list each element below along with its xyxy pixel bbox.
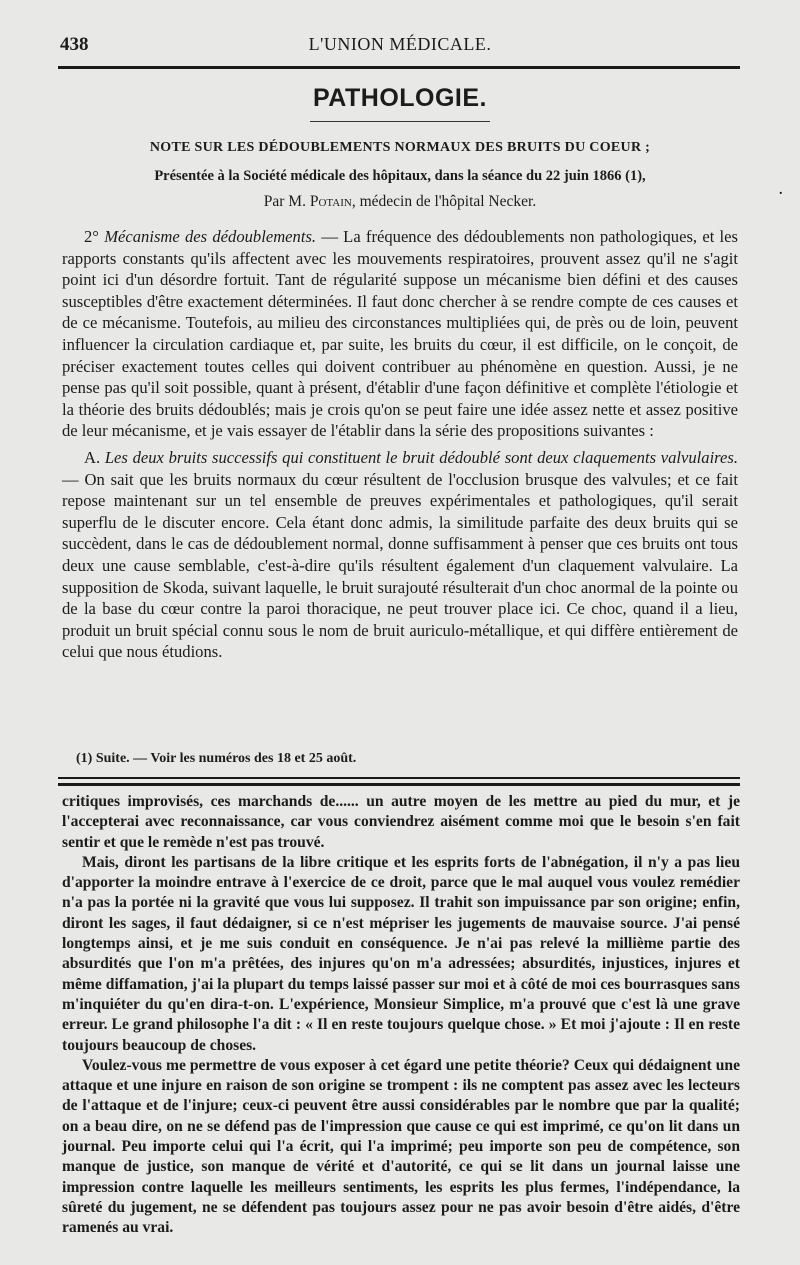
footnote: (1) Suite. — Voir les numéros des 18 et 25 août. [76,751,357,766]
journal-title: L'UNION MÉDICALE. [308,34,492,54]
feuilleton-paragraph: critiques improvisés, ces marchands de...... un autre moyen de les mettre au pied du mur, et je l'accepterai avec reconnaissance, car vous conviendrez aisément comme moi que le besoin s'en fait sentir et que le remède n'est pas trouvé. [62,793,740,851]
paragraph-mechanism [62,226,738,442]
feuilleton-paragraph: Voulez-vous me permettre de vous exposer à cet égard une petite théorie? Ceux qui dédaignent une attaque et une injure en raison de son origine se trompent : ils ne comptent pas assez avec les lecteurs de l'attaque et de l'injure; ceux-ci peuvent être aussi considérables par le nombre que par la qualité; on a beau dire, on ne se défend pas de l'impression que cause ce qui est imprimé, ce qu'on lit dans un journal. Peu importe celui qui l'a écrit, qui l'a imprimé; peu importe son peu de compétence, son manque de justice, son manque de vérité et d'autorité, ce qui se lit dans un journal laisse une impression contre laquelle les meilleurs sentiments, les esprits les plus fermes, l'indépendance, la sûreté du jugement, ne se défendent pas toujours assez pour ne pas avoir besoin d'être aidés, d'être ramenés au vrai. [62,1056,740,1237]
article-title: NOTE SUR LES DÉDOUBLEMENTS NORMAUX DES BRUITS DU COEUR ; [149,140,651,155]
paragraph-text: — On sait que les bruits normaux du cœur résultent de l'occlusion brusque des valvules; et ce fait repose maintenant sur un tel ensemble de preuves expérimentales et pathologiques, qu'il serait superflu de le discuter encore. Cela étant donc admis, la similitude parfaite des deux bruits qui se succèdent, dans le cas de dédoublement normal, donne suffisamment à penser que ces bruits ont tous deux une cause semblable, c'est-à-dire qu'ils résultent également d'un claquement valvulaire. La supposition de Skoda, suivant laquelle, le bruit surajouté résulterait d'un choc anormal de la pointe ou de la base du cœur contre la paroi thoracique, ne peut trouver place ici. Ce choc, quand il a lieu, produit un bruit spécial connu sous le nom de bruit auriculo-métallique, et qui diffère entièrement de celui que nous étudions. [62,469,738,662]
paragraph-proposition-a [62,447,738,663]
paragraph-heading: Les deux bruits successifs qui constituent le bruit dédoublé sont deux claquements valvulaires. [104,447,738,467]
page-number: 438 [60,34,89,55]
feuilleton-rule [58,777,740,779]
author-suffix: , médecin de l'hôpital Necker. [351,193,537,210]
margin-mark: . [779,183,783,198]
feuilleton-rule-thick [58,783,740,786]
paragraph-number: 2° [84,227,105,246]
author-name: Potain [309,193,352,210]
author-prefix: Par M. [263,193,310,210]
section-heading: PATHOLOGIE. [312,84,488,112]
feuilleton-body [62,792,740,1239]
article-presentation: Présentée à la Société médicale des hôpitaux, dans la séance du 22 juin 1866 (1), [154,168,646,184]
header-rule [58,66,740,69]
feuilleton-paragraph: Mais, diront les partisans de la libre critique et les esprits forts de l'abnégation, il n'y a pas lieu d'apporter la moindre entrave à l'exercice de ce droit, parce que le mal auquel vous voulez remédier n'a pas la portée ni la gravité que vous lui supposez. Il trahit son impuissance par son origine; enfin, diront les sages, il faut dédaigner, si ce n'est mépriser les jugements de mauvaise source. J'ai pensé longtemps ainsi, et je me suis conduit en conséquence. Je n'ai pas relevé la millième partie des absurdités que l'on m'a prêtées, des injures qu'on m'a adressées; absurdités, injustices, injures et même diffamation, j'ai la plupart du temps laissé passer sur moi et à côté de moi ces bourrasques sans m'inquiéter du qu'en dira-t-on. L'expérience, Monsieur Simplice, m'a prouvé que c'est là une grave erreur. Le grand philosophe l'a dit : « Il en reste toujours quelque chose. » Et moi j'ajoute : Il en reste toujours beaucoup de choses. [62,853,740,1054]
paragraph-text: — La fréquence des dédoublements non pathologiques, et les rapports constants qu'ils affectent avec les mouvements respiratoires, prouvent assez qu'il ne s'agit point ici d'un désordre fortuit. Tant de régularité suppose un mécanisme bien défini et des causes susceptibles d'être exactement déterminées. Il faut donc chercher à se rendre compte de ces causes et de ce mécanisme. Toutefois, au milieu des circonstances multipliées qui, de près ou de loin, peuvent influencer la circulation cardiaque et, par suite, les bruits du cœur, il est difficile, on le conçoit, de préciser exactement toutes celles qui doivent contribuer au phénomène en question. Aussi, je ne pense pas qu'il soit possible, quant à présent, d'établir d'une façon définitive et complète l'étiologie et la théorie des bruits dédoublés; mais je crois qu'on se peut faire une idée assez nette et assez positive de leur mécanisme, et je vais essayer de l'établir dans la série des propositions suivantes : [62,227,738,441]
article-author [0,193,800,211]
page-header [60,34,740,60]
paragraph-heading: Mécanisme des dédoublements. [104,227,317,246]
heading-underline [310,121,490,122]
article-body [62,226,738,663]
paragraph-letter: A. [84,447,105,467]
